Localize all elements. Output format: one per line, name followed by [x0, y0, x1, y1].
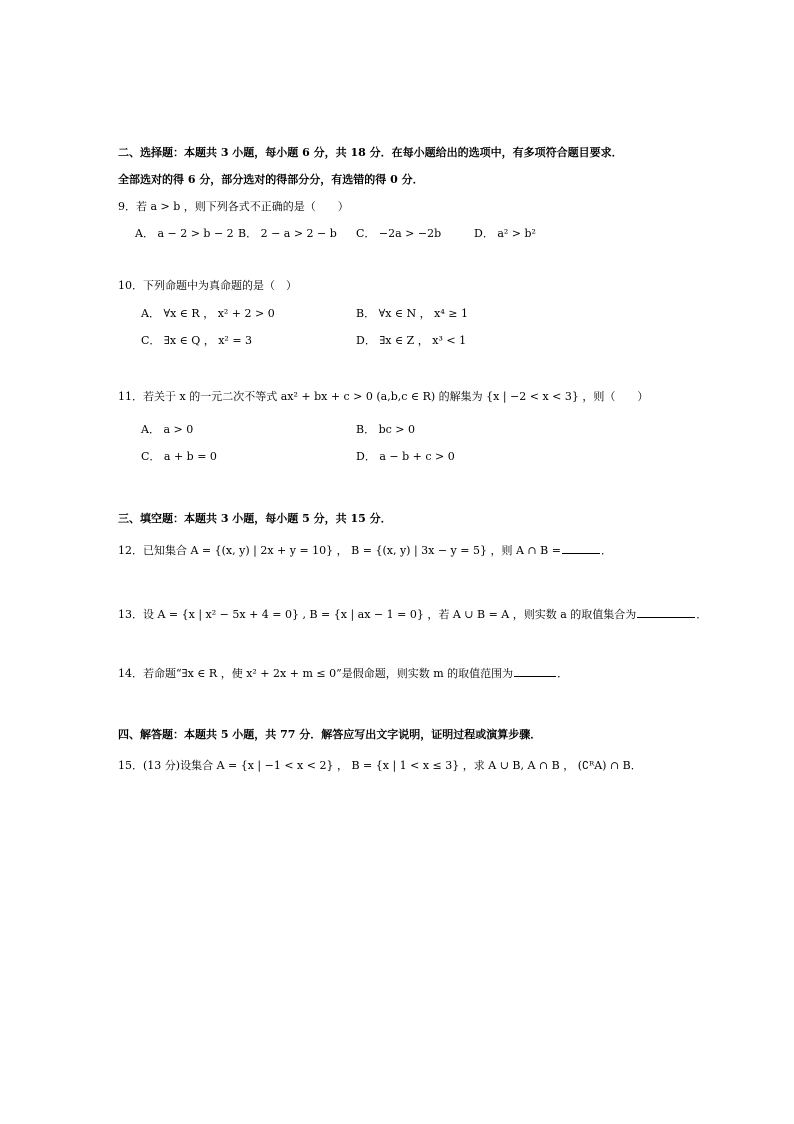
- question-9-option-b: B． 2 − a > 2 − b: [238, 227, 337, 240]
- section-header-choice-line1: 二、选择题：本题共 3 小题，每小题 6 分，共 18 分．在每小题给出的选项中，有多项符合题目要求．: [118, 146, 623, 159]
- question-13-stem: 13．设 A = {x | x² − 5x + 4 = 0} , B = {x | ax − 1 = 0} ，若 A ∪ B = A ，则实数 a 的取值集合为: [118, 608, 637, 621]
- question-9-option-d: D． a² > b²: [474, 227, 536, 240]
- question-10-option-d: D． ∃x ∈ Z ， x³ < 1: [356, 334, 467, 347]
- question-11-option-d: D． a − b + c > 0: [356, 450, 455, 463]
- question-9-option-c: C． −2a > −2b: [356, 227, 442, 240]
- question-12: [118, 543, 612, 556]
- answer-blank[interactable]: [514, 666, 556, 677]
- answer-blank[interactable]: [562, 543, 600, 554]
- question-10-option-a: A． ∀x ∈ R ， x² + 2 > 0: [141, 307, 275, 320]
- question-13: [118, 607, 707, 620]
- section-header-answer: 四、解答题：本题共 5 小题，共 77 分．解答应写出文字说明，证明过程或演算步骤．: [118, 728, 542, 741]
- question-11-option-c: C． a + b = 0: [141, 450, 217, 463]
- question-15-stem: 15．(13 分)设集合 A = {x | −1 < x < 2} ， B = {x | 1 < x ≤ 3} ，求 A ∪ B, A ∩ B ， (∁ᴿA) ∩ B．: [118, 759, 642, 772]
- question-14-stem: 14．若命题“∃x ∈ R ，使 x² + 2x + m ≤ 0”是假命题，则实数 m 的取值范围为: [118, 667, 514, 680]
- question-14: [118, 666, 568, 679]
- question-9-stem: 9．若 a > b ，则下列各式不正确的是（ ）: [118, 200, 349, 213]
- question-9-option-a: A． a − 2 > b − 2: [135, 227, 234, 240]
- question-10-stem: 10．下列命题中为真命题的是（ ）: [118, 279, 297, 292]
- section-header-fill: 三、填空题：本题共 3 小题，每小题 5 分，共 15 分．: [118, 512, 392, 525]
- question-12-stem-end: ．: [600, 544, 612, 557]
- question-10-option-b: B． ∀x ∈ N ， x⁴ ≥ 1: [356, 307, 468, 320]
- question-12-stem: 12．已知集合 A = {(x, y) | 2x + y = 10} ， B = {(x, y) | 3x − y = 5} ，则 A ∩ B =: [118, 544, 561, 557]
- question-10-option-c: C． ∃x ∈ Q ， x² = 3: [141, 334, 253, 347]
- question-11-option-b: B． bc > 0: [356, 423, 415, 436]
- section-header-choice-line2: 全部选对的得 6 分，部分选对的得部分分，有选错的得 0 分．: [118, 173, 424, 186]
- question-11-option-a: A． a > 0: [141, 423, 194, 436]
- question-14-stem-end: ．: [557, 667, 569, 680]
- answer-blank[interactable]: [637, 607, 695, 618]
- question-11-stem: 11．若关于 x 的一元二次不等式 ax² + bx + c > 0 (a,b,c ∈ R) 的解集为 {x | −2 < x < 3} ，则（ ）: [118, 390, 649, 403]
- question-13-stem-end: ．: [696, 608, 708, 621]
